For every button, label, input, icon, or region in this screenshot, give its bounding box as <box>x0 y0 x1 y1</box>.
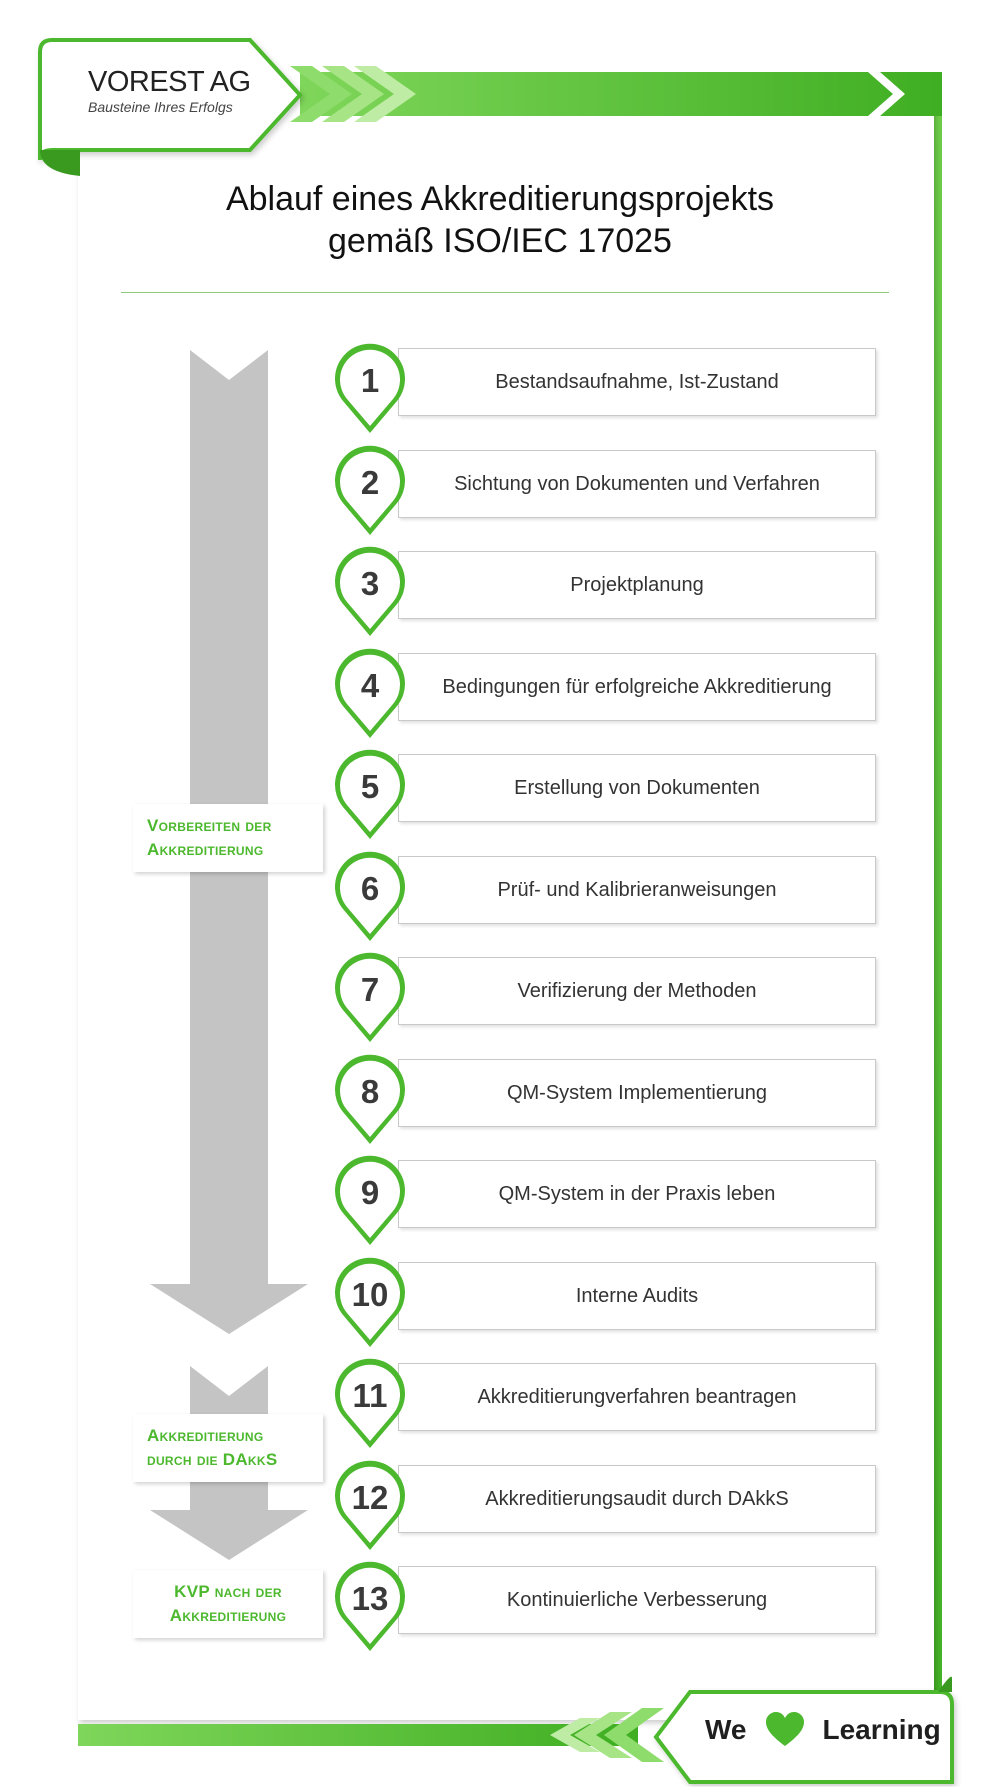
step-number: 2 <box>360 464 380 501</box>
step-label: Akkreditierungverfahren beantragen <box>477 1385 797 1408</box>
footer-we: We <box>705 1714 747 1745</box>
step-box <box>398 653 876 721</box>
step-box <box>398 1160 876 1228</box>
step-number: 8 <box>360 1073 380 1110</box>
step-number: 11 <box>352 1377 388 1414</box>
step-label: Akkreditierungsaudit durch DAkkS <box>485 1487 789 1510</box>
step-label: Kontinuierliche Verbesserung <box>506 1588 768 1611</box>
step-label: Bedingungen für erfolgreiche Akkreditierung <box>442 675 832 698</box>
step-label: Verifizierung der Methoden <box>517 979 757 1002</box>
footer-learning: Learning <box>822 1714 941 1745</box>
heart-icon <box>765 1712 805 1748</box>
step-pin <box>331 1054 409 1146</box>
step-box <box>398 1566 876 1634</box>
phase-label-line: durch die DAkkS <box>147 1450 278 1469</box>
step-number: 9 <box>360 1174 380 1211</box>
step-pin <box>331 1358 409 1450</box>
phase-label-line: Akkreditierung <box>147 840 264 859</box>
step-box <box>398 1363 876 1431</box>
step-number: 6 <box>360 870 380 907</box>
step-label: Interne Audits <box>575 1284 699 1307</box>
step-box <box>398 450 876 518</box>
step-number: 3 <box>360 565 380 602</box>
step-number: 4 <box>360 667 380 704</box>
page-title <box>0 178 1000 262</box>
step-label: QM-System Implementierung <box>506 1081 768 1104</box>
step-pin <box>331 749 409 841</box>
logo-name: VOREST AG <box>88 66 251 98</box>
step-number: 12 <box>351 1479 389 1516</box>
step-label: Erstellung von Dokumenten <box>514 776 760 799</box>
title-line-1: Ablauf eines Akkreditierungsprojekts <box>225 180 775 218</box>
step-number: 1 <box>360 362 380 399</box>
step-label: Projektplanung <box>570 573 704 596</box>
step-box <box>398 754 876 822</box>
step-pin <box>331 1460 409 1552</box>
phase-label-line: Vorbereiten der <box>147 816 272 835</box>
step-box <box>398 1465 876 1533</box>
step-pin <box>331 1155 409 1247</box>
step-pin <box>331 952 409 1044</box>
logo-tagline: Bausteine Ihres Erfolgs <box>88 99 233 115</box>
step-pin <box>331 546 409 638</box>
step-number: 10 <box>351 1276 389 1313</box>
step-box <box>398 551 876 619</box>
step-pin <box>331 851 409 943</box>
step-pin <box>331 343 409 435</box>
title-line-2: gemäß ISO/IEC 17025 <box>328 222 672 260</box>
phase-label-line: Akkreditierung <box>169 1606 287 1625</box>
step-pin <box>331 445 409 537</box>
phase-label-accreditation <box>133 1414 323 1482</box>
step-label: Sichtung von Dokumenten und Verfahren <box>454 472 820 495</box>
step-box <box>398 1262 876 1330</box>
phase-label-kvp <box>133 1570 323 1638</box>
step-number: 5 <box>360 768 380 805</box>
step-box <box>398 1059 876 1127</box>
step-label: Bestandsaufnahme, Ist-Zustand <box>495 370 779 393</box>
phase-label-preparation <box>133 804 323 872</box>
phase-label-line: Akkreditierung <box>147 1426 264 1445</box>
step-box <box>398 348 876 416</box>
step-label: QM-System in der Praxis leben <box>498 1182 776 1205</box>
step-box <box>398 957 876 1025</box>
step-box <box>398 856 876 924</box>
title-divider <box>121 292 889 293</box>
step-label: Prüf- und Kalibrieranweisungen <box>497 878 777 901</box>
step-pin <box>331 1561 409 1653</box>
step-number: 13 <box>351 1580 389 1617</box>
phase-label-line: KVP nach der <box>174 1582 282 1601</box>
step-number: 7 <box>360 971 380 1008</box>
vorest-logo <box>88 68 288 115</box>
we-love-learning <box>705 1712 941 1748</box>
step-pin <box>331 1257 409 1349</box>
step-pin <box>331 648 409 740</box>
